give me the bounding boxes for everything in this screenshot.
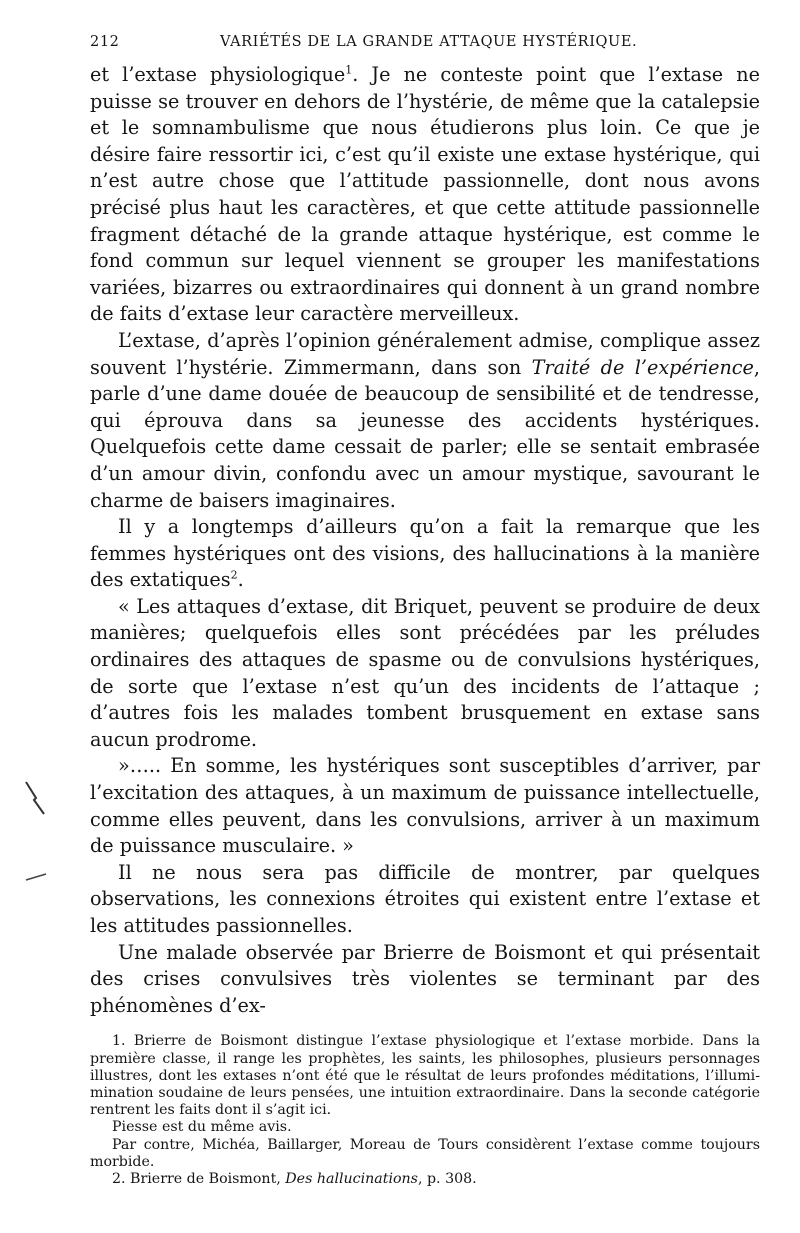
paragraph: et l’extase physiologique$^1$. Je ne conteste point que l’extase ne puisse se trouver en dehors de l’hystérie, de même que la catalepsie et le somnambulisme que nous étudierons plus loin. Ce que je désire faire ressortir ici, c’est qu’il existe une extase hystérique, qui n’est autre chose que l’attitude passionnelle, dont nous avons précisé plus haut les caractères, et que cette attitude passionnelle fragment détaché de la grande attaque hystérique, est comme le fond commun sur lequel viennent se grouper les manifestations variées, bizarres ou extraordinaires qui donnent à un grand nombre de faits d’extase leur caractère merveilleux. — [90, 63, 760, 326]
quotation-paragraph: « Les attaques d’extase, dit Briquet, peuvent se produire de deux manières; quelquefois elles sont précédées par les préludes ordinaires des attaques de spasme ou de convulsions hystériques, de sorte que l’extase n’est qu’un des incidents de l’attaque ; d’autres fois les malades tombent brusquement en extase sans aucun prodrome. — [90, 594, 760, 751]
margin-pencil-mark — [22, 778, 48, 818]
running-head — [90, 28, 760, 54]
book-title: Traité de l’expérience — [531, 355, 754, 379]
page-number: 212 — [90, 34, 120, 50]
running-title: VARIÉTÉS DE LA GRANDE ATTAQUE HYSTÉRIQUE. — [220, 34, 638, 50]
paragraph: Il ne nous sera pas difficile de montrer, par quelques observations, les connexions étroites qui existent entre l’extase et les attitudes passionnelles. — [90, 860, 760, 937]
margin-pencil-mark — [24, 866, 50, 906]
paragraph: Il y a longtemps d’ailleurs qu’on a fait la remarque que les femmes hystériques ont des visions, des hallucinations à la manière des extatiques$^2$. — [90, 515, 760, 592]
footnote-ref: 1 — [345, 63, 353, 77]
quotation-paragraph: »….. En somme, les hystériques sont susceptibles d’arriver, par l’excitation des attaques, à un maximum de puissance intellectuelle, comme elles peuvent, dans les convulsions, arriver à un maximum de puissance musculaire. » — [90, 754, 760, 858]
body-text — [90, 62, 760, 1019]
paragraph: L’extase, d’après l’opinion généralement admise, complique assez souvent l’hystérie. Zimmermann, dans son Traité de l’expérience, parle d’une dame douée de beaucoup de sensibilité et de tendresse, qui éprouva dans sa jeunesse des accidents hystériques. Quelquefois cette dame cessait de parler; elle se sentait embrasée d’un amour divin, confondu avec un amour mystique, savourant le charme de baisers imaginaires. — [90, 328, 761, 512]
footnote-ref: 2 — [230, 568, 238, 582]
paragraph: Une malade observée par Brierre de Boismont et qui présentait des crises convulsives très violentes se terminant par des phénomènes d’ex- — [90, 940, 760, 1017]
footnote: 1. Brierre de Boismont distingue l’extase physiologique et l’extase morbide. Dans la première classe, il range les prophètes, les saints, les philosophes, plusieurs personnages illustres, dont les extases n’ont été que le résultat de leurs profondes méditations, l’illumimination soudaine de leurs pensées, une intuition extraordinaire. Dans la seconde catégorie rentrent les faits dont il s’agit ici. — [90, 1033, 760, 1119]
book-title: Des hallucinations — [285, 1171, 418, 1187]
footnote: Par contre, Michéa, Baillarger, Moreau de Tours considèrent l’extase comme toujours morbide. — [90, 1136, 760, 1170]
footnote: Piesse est du même avis. — [112, 1119, 292, 1136]
footnote: 2. Brierre de Boismont, Des hallucinations, p. 308. — [112, 1171, 477, 1187]
footnotes — [90, 1033, 760, 1188]
